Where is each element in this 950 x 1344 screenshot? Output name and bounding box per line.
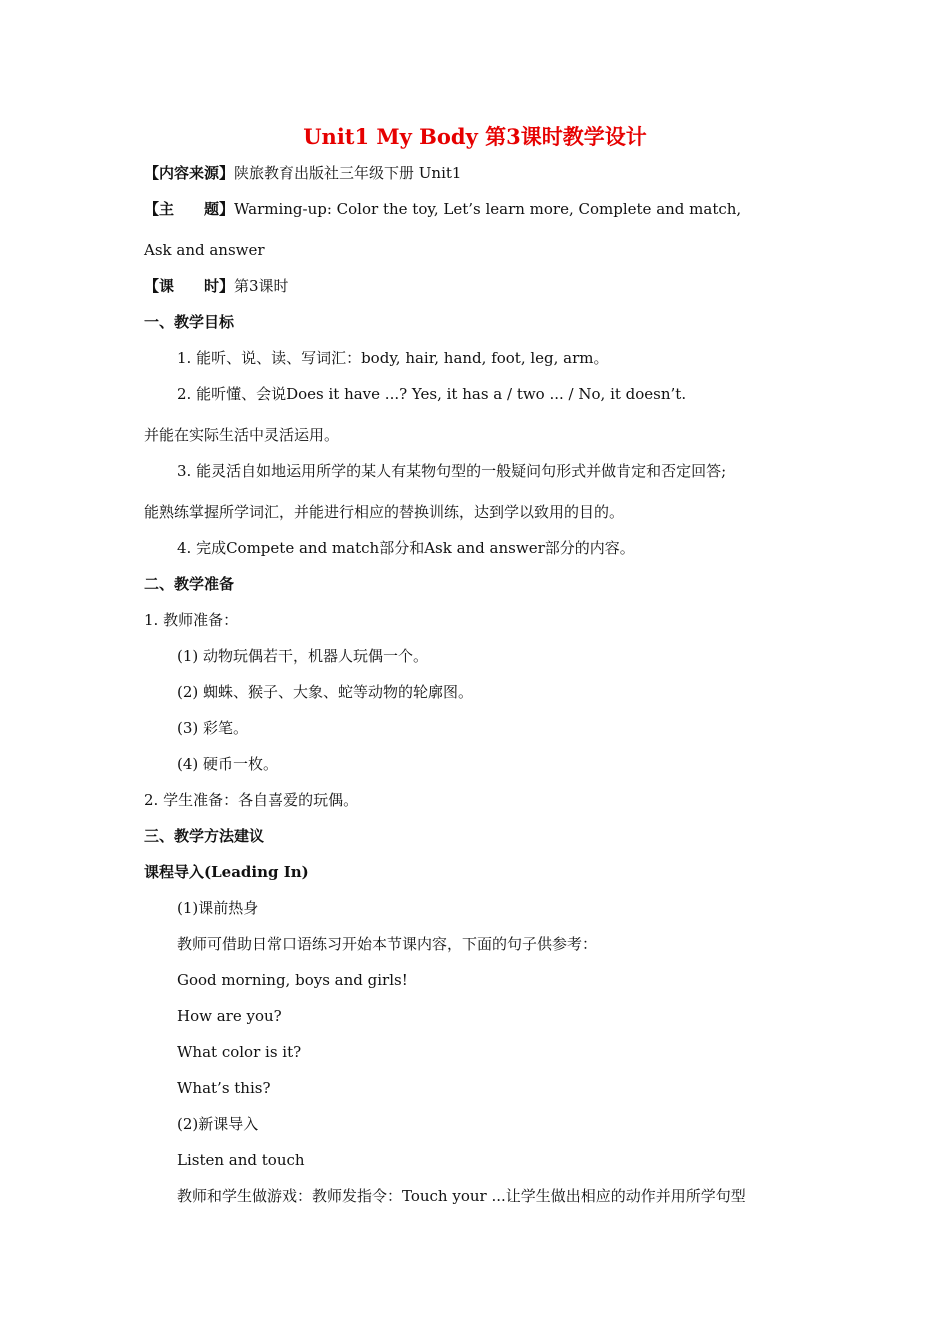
method-line: (1)课前热身 xyxy=(177,899,259,917)
period-line xyxy=(144,275,289,297)
source-line xyxy=(144,162,461,184)
student-preparation: 2. 学生准备：各自喜爱的玩偶。 xyxy=(144,791,359,809)
source-value: 陕旅教育出版社三年级下册 Unit1 xyxy=(234,164,462,182)
objective-item: 2. 能听懂、会说Does it have ...? Yes, it has a / two ... / No, it doesn’t. xyxy=(177,385,687,403)
section-heading-methods: 三、教学方法建议 xyxy=(144,827,265,845)
preparation-item: (3) 彩笔。 xyxy=(177,719,249,737)
method-line: Listen and touch xyxy=(177,1151,305,1169)
section-heading-objectives: 一、教学目标 xyxy=(144,313,235,331)
topic-value-continued: Ask and answer xyxy=(144,241,265,259)
method-line: What color is it? xyxy=(177,1043,302,1061)
document-title: Unit1 My Body 第3课时教学设计 xyxy=(303,124,647,149)
topic-line xyxy=(144,198,741,220)
method-line: How are you? xyxy=(177,1007,282,1025)
preparation-item: (1) 动物玩偶若干，机器人玩偶一个。 xyxy=(177,647,429,665)
method-line: 教师可借助日常口语练习开始本节课内容，下面的句子供参考： xyxy=(177,935,598,953)
section-heading-preparation: 二、教学准备 xyxy=(144,575,235,593)
objective-item: 1. 能听、说、读、写词汇：body, hair, hand, foot, leg, arm。 xyxy=(177,349,609,367)
objective-item: 4. 完成Compete and match部分和Ask and answer部分的内容。 xyxy=(177,539,635,557)
teacher-preparation: 1. 教师准备： xyxy=(144,611,239,629)
objective-item-continued: 能熟练掌握所学词汇，并能进行相应的替换训练，达到学以致用的目的。 xyxy=(144,503,625,521)
topic-label: 【主 题】 xyxy=(144,200,235,218)
method-line: Good morning, boys and girls! xyxy=(177,971,408,989)
method-line: (2)新课导入 xyxy=(177,1115,259,1133)
objective-item: 3. 能灵活自如地运用所学的某人有某物句型的一般疑问句形式并做肯定和否定回答; xyxy=(177,462,727,480)
objective-item-continued: 并能在实际生活中灵活运用。 xyxy=(144,426,340,444)
period-value: 第3课时 xyxy=(234,277,289,295)
method-line: What’s this? xyxy=(177,1079,271,1097)
method-line: 教师和学生做游戏：教师发指令：Touch your ...让学生做出相应的动作并用所学句型 xyxy=(177,1187,746,1205)
preparation-item: (4) 硬币一枚。 xyxy=(177,755,279,773)
topic-value: Warming-up: Color the toy, Let’s learn more, Complete and match, xyxy=(234,200,742,218)
period-label: 【课 时】 xyxy=(144,277,235,295)
preparation-item: (2) 蜘蛛、猴子、大象、蛇等动物的轮廓图。 xyxy=(177,683,474,701)
source-label: 【内容来源】 xyxy=(144,164,235,182)
subheading-leading-in: 课程导入(Leading In) xyxy=(144,863,309,881)
